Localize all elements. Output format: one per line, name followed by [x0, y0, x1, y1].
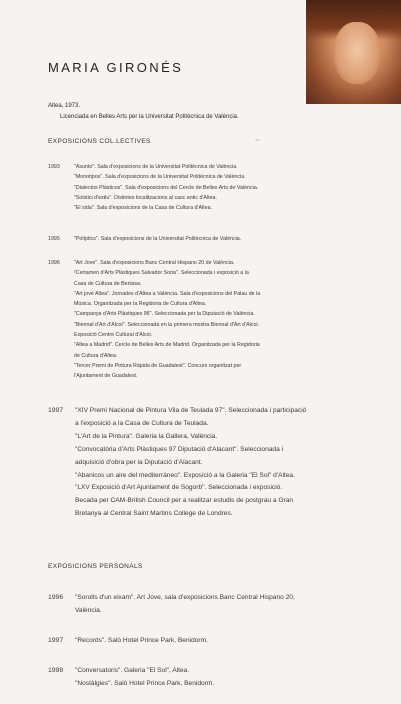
portrait-face — [334, 22, 380, 84]
entry-line: "Tercer Premi de Pintura Ràpida de Guadalest". Concurs organitzat per — [74, 362, 242, 369]
entry-line: "Conversatoris". Galeria "El Sol", Altea. — [75, 667, 190, 674]
entry-line: "Campanya d'Arts Plàstiques 96". Seleccionada per la Diputació de València. — [74, 311, 255, 318]
birth-line: Altea, 1973. — [48, 103, 81, 109]
entry-line: "Art jove Altea". Jornades d'Altea a València. Sala d'exposicions del Palau de la — [74, 290, 261, 297]
entry-year: 1997 — [48, 407, 64, 414]
entry-line: València. — [75, 606, 102, 614]
entry-line: "XIV Premi Nacional de Pintura Vila de Teulada 97". Seleccionada i participació — [75, 407, 307, 414]
entry-line: Música. Organitzada per la Regidoria de Cultura d'Altea. — [74, 301, 207, 308]
entry-line: "LXV Exposició d'Art Ajuntament de Sogorb". Seleccionada i exposició. — [75, 484, 283, 492]
entry-line: de Cultura d'Altea. — [74, 352, 118, 359]
entry-line: "Nostàlgies". Saló Hotel Prince Park, Benidorm. — [75, 679, 215, 687]
entry-year: 1997 — [48, 637, 64, 644]
entry-line: ²Certamen d'Arts Plàstiques Salvador Soria". Seleccionada i exposició a la — [74, 270, 249, 277]
entry-line: "Convocatòria d'Arts Plàstiques 97 Diputació d'Alacant". Seleccionada i — [75, 445, 284, 453]
entry-line: "Art Jove". Sala d'exposicions Banc Central Hispano 20 de València. — [74, 260, 235, 266]
entry-line: "Políptics". Sala d'exposicions de la Universitat Politècnica de València. — [74, 236, 242, 242]
entry-line: Casa de Cultura de Benissa. — [74, 280, 142, 287]
entry-year: 1998 — [48, 667, 64, 674]
entry-line: "Biennal d'Art d'Alcoi". Seleccionada en la primera mostra Biennal d'Art d'Alcoi. — [74, 321, 260, 328]
entry-year: 1996 — [48, 260, 60, 266]
entry-line: l'Ajuntament de Guadalest. — [74, 373, 138, 380]
section-title-personals: EXPOSICIONS PERSONALS — [48, 563, 143, 570]
entry-line: "Monotipos". Sala d'exposicions de la Universitat Politècnica de València. — [74, 174, 246, 181]
entry-line: "Altea a Madrid". Cercle de Belles Arts de Madrid. Organitzada per la Regidoria — [74, 342, 260, 349]
entry-line: "Dialectos Plásticos". Sala d'exposicions del Cercle de Belles Arts de València. — [74, 184, 259, 191]
degree-line: Licenciada en Belles Arts per la Universitat Politècnica de València. — [60, 114, 239, 120]
entry-line: a l'exposició a la Casa de Cultura de Teulada. — [75, 419, 209, 427]
entry-line: "Sorolls d'un eixam". Art Jove, sala d'exposicions Banc Central Hispano 20, — [75, 594, 295, 601]
entry-line: Bretanya al Central Saint Martins College de Londres. — [75, 510, 233, 518]
artist-name: MARIA GIRONÉS — [48, 60, 184, 75]
entry-line: adquisició d'obra per la Diputació d'Alacant. — [75, 458, 203, 466]
entry-line: "Abanicos un aire del mediterráneo". Exposició a la Galeria "El Sol" d'Altea. — [75, 471, 295, 479]
entry-line: "Records". Saló Hotel Prince Park, Benidorm. — [75, 637, 208, 644]
portrait-photo — [306, 0, 401, 104]
entry-line: Becada per CAM-British Council per a realitzar estudis de postgrau a Gran — [75, 497, 294, 505]
entry-line: "Asunto". Sala d'exposicions de la Universitat Politècnica de València. — [74, 164, 238, 170]
entry-year: 1995 — [48, 236, 60, 242]
entry-line: Exposició Centre Cultural d'Alcoi. — [74, 332, 153, 339]
decorative-mark: ~ — [255, 136, 260, 145]
entry-year: 1996 — [48, 594, 64, 601]
entry-line: "L'Art de la Pintura". Galeria la Gallera, València. — [75, 432, 218, 440]
section-title-collectives: EXPOSICIONS COL.LECTIVES — [48, 138, 151, 145]
entry-year: 1993 — [48, 164, 60, 170]
entry-line: "Solstici d'estiu". Distintes localitzacions al casc antic d'Altea. — [74, 194, 217, 201]
entry-line: "El sida". Sala d'exposicions de la Casa de Cultura d'Altea. — [74, 205, 212, 212]
intro — [48, 101, 239, 123]
